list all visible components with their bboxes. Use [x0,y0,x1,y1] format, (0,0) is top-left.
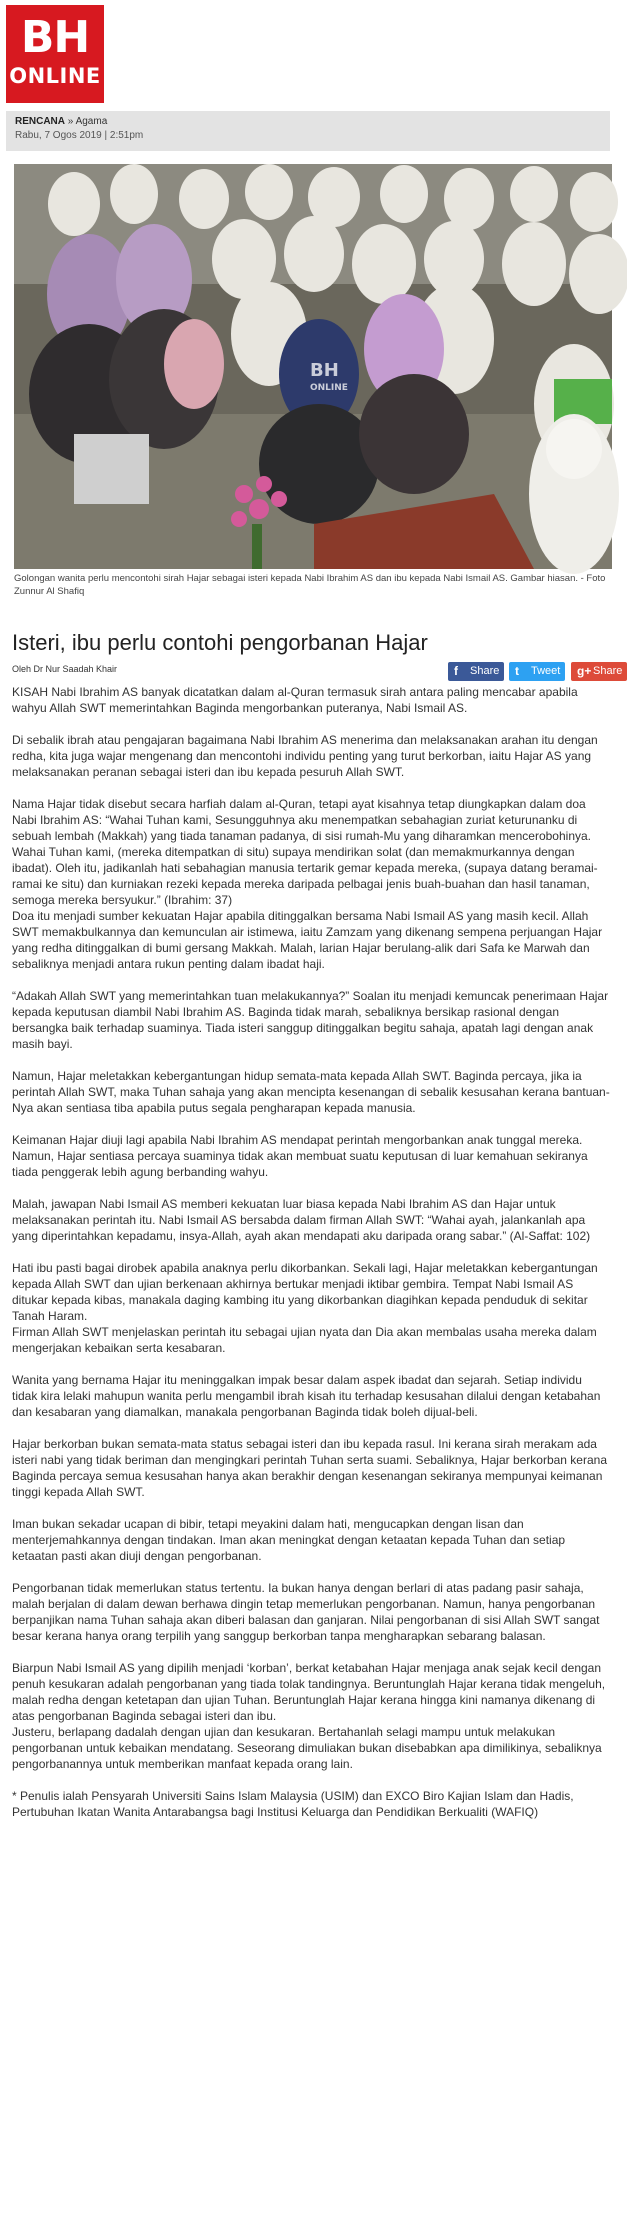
logo-text-online: ONLINE [9,64,101,88]
article-paragraph: Hajar berkorban bukan semata-mata status sebagai isteri dan ibu kepada rasul. Ini kerana sirah merakam ada isteri nabi yang tidak beriman dan mengingkari perintah Tuhan serta suami. Sebaliknya, Hajar berkorban kerana Baginda percaya semua kesusahan hanya akan berakhir dengan kesenangan sekiranya mempunyai keimanan tinggi kepada Allah SWT. [12,1437,608,1499]
article-paragraph: Malah, jawapan Nabi Ismail AS memberi kekuatan luar biasa kepada Nabi Ibrahim AS dan Hajar untuk melaksanakan perintah itu. Nabi Ismail AS bersabda dalam firman Allah SWT: “Wahai ayah, jalankanlah apa yang diperintahkan kepadamu, insya-Allah, ayah akan mendapati aku daripada orang sabar.” (Al-Saffat: 102) [12,1197,591,1243]
breadcrumb [15,115,601,129]
google-plus-share-label: Share [593,665,623,677]
google-plus-share-button[interactable] [571,662,627,681]
article-meta-bar [6,111,610,151]
article-body [12,684,610,1836]
bh-online-logo[interactable] [6,5,104,103]
photo-caption: Golongan wanita perlu mencontohi sirah Hajar sebagai isteri kepada Nabi Ibrahim AS dan ibu kepada Nabi Ismail AS. Gambar hiasan. - Foto Zunnur Al Shafiq [14,573,606,597]
hero-photo-illustration [14,164,612,569]
article-paragraph: “Adakah Allah SWT yang memerintahkan tuan melakukannya?” Soalan itu menjadi kemuncak penerimaan Hajar kepada keputusan diambil Nabi Ibrahim AS. Baginda tidak marah, sebaliknya bersikap rasional dengan bersangka baik terhadap suaminya. Tiada isteri sanggup ditinggalkan begitu sahaja, apatah lagi dengan anak masih bayi. [12,989,609,1051]
article-title: Isteri, ibu perlu contohi pengorbanan Hajar [12,630,428,655]
article-paragraph: Nama Hajar tidak disebut secara harfiah dalam al-Quran, tetapi ayat kisahnya tetap diungkapkan dalam doa Nabi Ibrahim AS: “Wahai Tuhan kami, Sesungguhnya aku menempatkan sebahagian zuriat keturunanku di sebuah lembah (Makkah) yang tiada tanaman padanya, di sisi rumah-Mu yang diharamkan mencerobohinya. Wahai Tuhan kami, (mereka ditempatkan di situ) supaya mendirikan solat (dan memakmurkannya dengan ibadat). Oleh itu, jadikanlah hati sebahagian manusia tertarik gemar kepada mereka, (supaya datang beramai-ramai ke situ) dan kurniakan rezeki kepada mereka daripada pelbagai jenis buah-buahan dan hasil tanaman, semoga mereka bersyukur.” (Ibrahim: 37) [12,797,598,907]
article-paragraph: Keimanan Hajar diuji lagi apabila Nabi Ibrahim AS mendapat perintah mengorbankan anak tunggal mereka. Namun, Hajar sentiasa percaya suaminya tidak akan membuat suatu keputusan di luar kemahuan sekiranya tiada penggerak lebih agung berbanding wahyu. [12,1133,588,1179]
article-author: Oleh Dr Nur Saadah Khair [12,664,118,674]
twitter-tweet-label: Tweet [531,665,561,677]
photo-watermark-bh: BH [310,360,339,381]
facebook-share-button[interactable] [448,662,504,681]
publish-date: Rabu, 7 Ogos 2019 | 2:51pm [15,130,144,141]
facebook-share-label: Share [470,665,500,677]
photo-watermark-online: ONLINE [310,383,348,393]
article-paragraph: Hati ibu pasti bagai dirobek apabila anaknya perlu dikorbankan. Sekali lagi, Hajar meletakkan kebergantungan kepada Allah SWT dan ujian berkenaan akhirnya bertukar menjadi iktibar gembira. Tempat Nabi Ismail AS ditukar kepada kibas, manakala daging kambing itu yang dikorbankan diagihkan kepada penduduk di sekitar Tanah Haram. [12,1261,598,1323]
logo-text-bh: BH [20,12,90,63]
byline-row [12,661,623,681]
twitter-tweet-button[interactable] [509,662,565,681]
hero-photo [14,164,612,569]
article-paragraph: Wanita yang bernama Hajar itu meninggalkan impak besar dalam aspek ibadat dan sejarah. Setiap individu tidak kira lelaki mahupun wanita perlu mengambil ibrah kisah itu terhadap kesusahan dilalui dengan ketabahan dan kesabaran yang diamalkan, manakala pengorbanan Baginda tidak boleh dijual-beli. [12,1373,601,1419]
article-paragraph: Di sebalik ibrah atau pengajaran bagaimana Nabi Ibrahim AS menerima dan melaksanakan arahan itu dengan redha, kita juga wajar mengenang dan mencontohi individu penting yang turut berkorban, iaitu Hajar AS yang melaksanakan peranan sebagai isteri dan ibu kepada pesuruh Allah SWT. [12,733,598,779]
breadcrumb-subsection[interactable]: Agama [75,116,108,127]
article-paragraph: Justeru, berlapang dadalah dengan ujian dan kesukaran. Bertahanlah selagi mampu untuk melakukan pengorbanan untuk kebaikan mendatang. Seseorang dimuliakan bukan disebabkan apa dimilikinya, sebaliknya pengorbanannya untuk memberikan manfaat kepada orang lain. [12,1725,602,1771]
breadcrumb-separator: » [67,116,74,127]
google-plus-icon: g+ [577,664,592,678]
article-paragraph: Iman bukan sekadar ucapan di bibir, tetapi meyakini dalam hati, mengucapkan dengan lisan dan menterjemahkannya dengan tindakan. Iman akan meningkat dengan ketaatan kepada Tuhan dan setiap ketaatan pasti akan diuji dengan pengorbanan. [12,1517,566,1563]
article-paragraph: Doa itu menjadi sumber kekuatan Hajar apabila ditinggalkan bersama Nabi Ismail AS yang masih kecil. Allah SWT memakbulkannya dan kemunculan air istimewa, iaitu Zamzam yang dikenang sempena perjuangan Hajar yang redha ditinggalkan di bumi gersang Makkah. Malah, larian Hajar berulang-alik dari Safa ke Marwah dan sebaliknya menjadi antara rukun penting dalam ibadat haji. [12,909,603,971]
article-paragraph: KISAH Nabi Ibrahim AS banyak dicatatkan dalam al-Quran termasuk sirah antara paling mencabar apabila wahyu Allah SWT memerintahkan Baginda mengorbankan puteranya, Nabi Ismail AS. [12,685,578,715]
twitter-icon: t [515,664,519,678]
facebook-icon: f [454,664,458,678]
breadcrumb-section[interactable]: RENCANA [15,116,65,127]
article-paragraph: Firman Allah SWT menjelaskan perintah itu sebagai ujian nyata dan Dia akan membalas usaha mereka dalam mengerjakan kebaikan serta kesabaran. [12,1325,597,1355]
article-paragraph: Pengorbanan tidak memerlukan status tertentu. Ia bukan hanya dengan berlari di atas padang pasir sahaja, malah berjalan di dalam dewan berhawa dingin tetap memerlukan pengorbanan. Namun, hanya pengorbanan berpanjikan nama Tuhan sahaja akan diberi balasan dan ganjaran. Nilai pengorbanan di sisi Allah SWT sangat besar kerana hanya orang terpilih yang sanggup berkorban tanpa mengharapkan sebarang balasan. [12,1581,600,1643]
article-paragraph: Biarpun Nabi Ismail AS yang dipilih menjadi ‘korban’, berkat ketabahan Hajar menjaga anak sejak kecil dengan penuh kesukaran adalah pengorbanan yang tiada tolak tandingnya. Beruntunglah Hajar kerana tidak mengeluh, malah redha dengan ketetapan dan ujian Tuhan. Beruntunglah Hajar kerana hingga kini namanya dikenang di atas pengorbanan Baginda sebagai isteri dan ibu. [12,1661,606,1723]
author-note: * Penulis ialah Pensyarah Universiti Sains Islam Malaysia (USIM) dan EXCO Biro Kajian Islam dan Hadis, Pertubuhan Ikatan Wanita Antarabangsa bagi Institusi Keluarga dan Pendidikan Berkualiti (WAFIQ) [12,1789,574,1819]
article-paragraph: Namun, Hajar meletakkan kebergantungan hidup semata-mata kepada Allah SWT. Baginda percaya, jika ia perintah Allah SWT, maka Tuhan sahaja yang akan mencipta kesenangan di sebalik kesusahan kerana bantuan-Nya akan sentiasa tiba apabila putus segala pengharapan kepada manusia. [12,1069,610,1115]
